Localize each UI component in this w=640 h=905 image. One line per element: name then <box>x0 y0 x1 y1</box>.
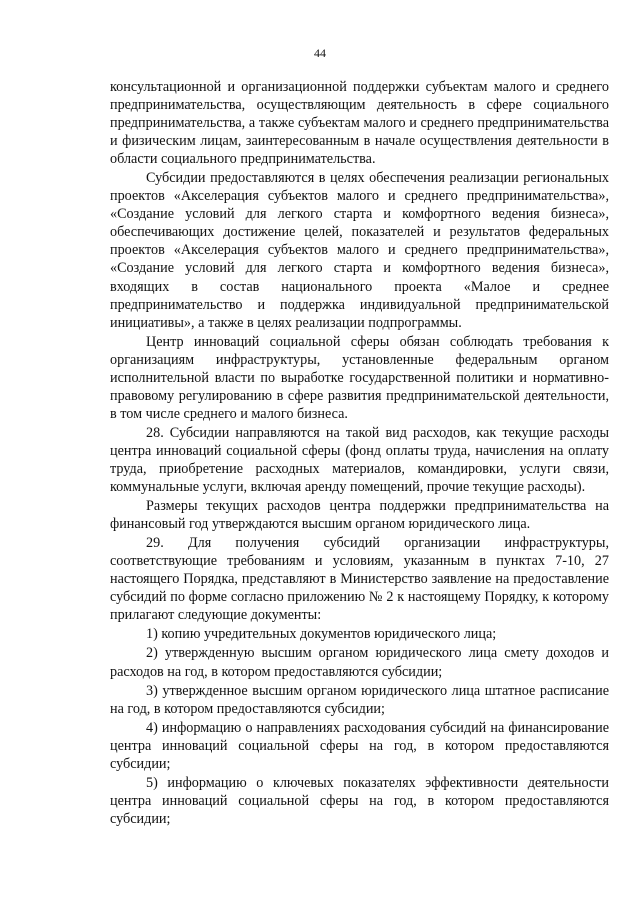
list-item-3: 3) утвержденное высшим органом юридического лица штатное расписание на год, в котором предоставляются субсидии; <box>110 682 609 717</box>
paragraph-29: 29. Для получения субсидий организации инфраструктуры, соответствующие требованиям и условиям, указанным в пунктах 7-10, 27 настоящего Порядка, представляют в Министерство заявление на предоставление субсидий по форме согласно приложению № 2 к настоящему Порядку, к которому прилагают следующие документы: <box>110 535 609 624</box>
list-item-5: 5) информацию о ключевых показателях эффективности деятельности центра инноваций социальной сферы на год, в котором предоставляются субсидии; <box>110 774 609 827</box>
list-item-4: 4) информацию о направлениях расходования субсидий на финансирование центра инноваций социальной сферы на год, в котором предоставляются субсидии; <box>110 719 609 772</box>
list-item-1: 1) копию учредительных документов юридического лица; <box>146 626 497 643</box>
list-item-2: 2) утвержденную высшим органом юридического лица смету доходов и расходов на год, в котором предоставляются субсидии; <box>110 645 609 680</box>
paragraph-28: 28. Субсидии направляются на такой вид расходов, как текущие расходы центра инноваций социальной сферы (фонд оплаты труда, начисления на оплату труда, приобретение расходных материалов, командировки, услуги связи, коммунальные услуги, включая аренду помещений, прочие текущие расходы). <box>110 424 609 496</box>
paragraph-2: Субсидии предоставляются в целях обеспечения реализации региональных проектов «Акселерация субъектов малого и среднего предпринимательства», «Создание условий для легкого старта и комфортного ведения бизнеса», обеспечивающих достижение целей, показателей и результатов федеральных проектов «Акселерация субъектов малого и среднего предпринимательства», «Создание условий для легкого старта и комфортного ведения бизнеса», входящих в состав национального проекта «Малое и среднее предпринимательство и поддержка индивидуальной предпринимательской инициативы», а также в целях реализации подпрограммы. <box>110 170 609 331</box>
paragraph-1: консультационной и организационной поддержки субъектам малого и среднего предпринимательства, осуществляющим деятельность в сфере социального предпринимательства, а также субъектам малого и среднего предпринимательства и физическим лицам, заинтересованным в начале осуществления деятельности в области социального предпринимательства. <box>110 79 609 168</box>
paragraph-expenses: Размеры текущих расходов центра поддержки предпринимательства на финансовый год утверждаются высшим органом юридического лица. <box>110 498 609 533</box>
paragraph-3: Центр инноваций социальной сферы обязан соблюдать требования к организациям инфраструктуры, установленные федеральным органом исполнительной власти по выработке государственной политики и нормативно-правовому регулированию в сфере развития предпринимательской деятельности, в том числе среднего и малого бизнеса. <box>110 333 609 422</box>
document-body <box>110 78 609 828</box>
page-number: 44 <box>314 46 326 60</box>
